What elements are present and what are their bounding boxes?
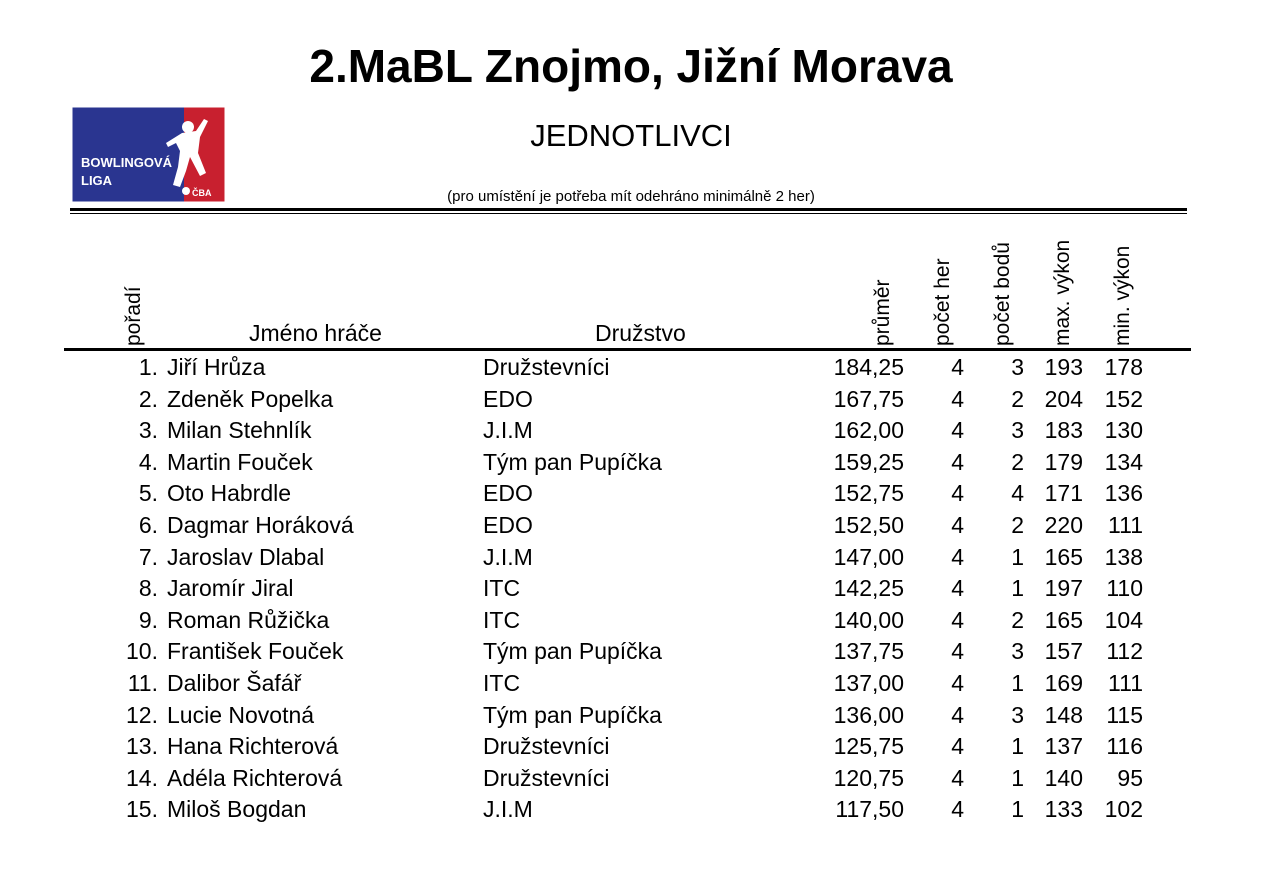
games-cell: 4 [951,669,964,696]
points-cell: 1 [1011,669,1024,696]
player-name-cell: František Fouček [167,638,344,665]
points-cell: 2 [1011,448,1024,475]
rank-cell: 5. [138,480,158,507]
team-cell: Družstevníci [483,733,610,760]
points-cell: 2 [1011,606,1024,633]
team-cell: Družstevníci [483,354,610,380]
team-cell: Tým pan Pupíčka [483,638,662,665]
games-cell: 4 [951,448,964,475]
table-row [0,763,1262,795]
table-row [0,605,1262,637]
points-cell: 1 [1011,796,1024,823]
player-name-cell: Miloš Bogdan [167,796,307,823]
player-name-cell: Jiří Hrůza [167,354,266,380]
divider-thin [70,213,1187,214]
average-cell: 137,00 [833,669,904,696]
average-cell: 136,00 [833,701,904,728]
points-cell: 2 [1011,511,1024,538]
min-cell: 111 [1108,669,1143,696]
table-row [0,478,1262,510]
page-title: 2.MaBL Znojmo, Jižní Morava [309,40,953,92]
column-header-games: počet her [931,258,954,346]
table-row [0,794,1262,826]
average-cell: 152,75 [833,480,904,507]
max-cell: 137 [1044,733,1083,760]
games-cell: 4 [951,606,964,633]
points-cell: 2 [1011,385,1024,412]
max-cell: 133 [1044,796,1083,823]
player-name-cell: Jaroslav Dlabal [167,543,325,570]
points-cell: 1 [1011,764,1024,791]
table-row [0,447,1262,479]
average-cell: 125,75 [833,733,904,760]
rank-cell: 15. [126,796,158,823]
average-cell: 140,00 [833,606,904,633]
player-name-cell: Milan Stehnlík [167,417,312,444]
column-header-max: max. výkon [1051,239,1074,346]
games-cell: 4 [951,701,964,728]
table-row [0,731,1262,763]
team-cell: Tým pan Pupíčka [483,448,662,475]
games-cell: 4 [951,543,964,570]
games-cell: 4 [951,417,964,444]
max-cell: 169 [1044,669,1083,696]
team-cell: Družstevníci [483,764,610,791]
team-cell: ITC [483,575,521,602]
points-cell: 3 [1011,638,1024,665]
min-cell: 110 [1106,575,1143,602]
table-header-rule [64,348,1191,351]
table-row [0,700,1262,732]
table-row [0,510,1262,542]
table-row [0,415,1262,447]
player-name-cell: Dalibor Šafář [167,669,302,696]
rank-cell: 11. [127,669,158,696]
player-name-cell: Roman Růžička [167,606,330,633]
average-cell: 117,50 [835,796,904,823]
rank-cell: 13. [126,733,158,760]
min-cell: 138 [1104,543,1143,570]
rank-cell: 8. [138,575,158,602]
points-cell: 1 [1011,575,1024,602]
min-cell: 136 [1104,480,1143,507]
min-cell: 102 [1104,796,1143,823]
rank-cell: 12. [126,701,158,728]
max-cell: 204 [1044,385,1083,412]
points-cell: 3 [1011,354,1024,380]
average-cell: 159,25 [833,448,904,475]
max-cell: 165 [1044,606,1083,633]
average-cell: 162,00 [833,417,904,444]
column-header-average: průměr [871,279,894,346]
max-cell: 165 [1044,543,1083,570]
rank-cell: 7. [138,543,158,570]
rank-cell: 2. [138,385,158,412]
min-cell: 104 [1104,606,1143,633]
table-row [0,668,1262,700]
logo-text-line1: BOWLINGOVÁ [81,155,172,170]
games-cell: 4 [951,733,964,760]
games-cell: 4 [951,575,964,602]
rank-cell: 1. [138,354,158,380]
points-cell: 1 [1011,733,1024,760]
min-cell: 134 [1104,448,1143,475]
team-cell: J.I.M [483,417,533,444]
table-row [0,636,1262,668]
average-cell: 152,50 [833,511,904,538]
rank-cell: 3. [138,417,158,444]
max-cell: 183 [1044,417,1083,444]
max-cell: 148 [1044,701,1083,728]
rank-cell: 10. [126,638,158,665]
column-header-name: Jméno hráče [249,320,382,346]
games-cell: 4 [951,354,964,380]
column-header-min: min. výkon [1111,245,1134,346]
team-cell: Tým pan Pupíčka [483,701,662,728]
team-cell: EDO [483,385,533,412]
games-cell: 4 [951,764,964,791]
games-cell: 4 [951,638,964,665]
max-cell: 140 [1044,764,1083,791]
average-cell: 137,75 [833,638,904,665]
divider-thick [70,208,1187,211]
min-cell: 152 [1104,385,1143,412]
qualification-note: (pro umístění je potřeba mít odehráno minimálně 2 her) [447,188,815,205]
standings-table [0,352,1262,826]
games-cell: 4 [951,480,964,507]
rank-cell: 9. [138,606,158,633]
team-cell: ITC [483,606,521,633]
player-name-cell: Jaromír Jiral [167,575,294,602]
player-name-cell: Zdeněk Popelka [167,385,334,412]
rank-cell: 14. [126,764,158,791]
column-header-rank: pořadí [122,286,145,346]
max-cell: 157 [1044,638,1083,665]
column-header-team: Družstvo [595,320,686,346]
max-cell: 197 [1044,575,1083,602]
logo-text-line2: LIGA [81,173,113,188]
team-cell: J.I.M [483,543,533,570]
average-cell: 142,25 [833,575,904,602]
max-cell: 193 [1044,354,1083,380]
min-cell: 130 [1104,417,1143,444]
table-row [0,352,1262,384]
min-cell: 112 [1106,638,1143,665]
points-cell: 4 [1011,480,1024,507]
average-cell: 147,00 [833,543,904,570]
team-cell: EDO [483,511,533,538]
table-row [0,542,1262,574]
max-cell: 220 [1044,511,1083,538]
team-cell: J.I.M [483,796,533,823]
player-name-cell: Oto Habrdle [167,480,292,507]
games-cell: 4 [951,511,964,538]
player-name-cell: Hana Richterová [167,733,339,760]
points-cell: 1 [1011,543,1024,570]
team-cell: ITC [483,669,521,696]
team-cell: EDO [483,480,533,507]
rank-cell: 6. [138,511,158,538]
column-header-points: počet bodů [991,242,1014,346]
max-cell: 179 [1044,448,1083,475]
player-name-cell: Adéla Richterová [167,764,343,791]
table-row [0,384,1262,416]
logo-badge: ČBA [192,188,212,198]
max-cell: 171 [1044,480,1083,507]
points-cell: 3 [1011,701,1024,728]
games-cell: 4 [951,385,964,412]
rank-cell: 4. [138,448,158,475]
min-cell: 111 [1108,511,1143,538]
min-cell: 116 [1106,733,1143,760]
min-cell: 115 [1106,701,1143,728]
player-name-cell: Martin Fouček [167,448,313,475]
average-cell: 167,75 [833,385,904,412]
average-cell: 120,75 [833,764,904,791]
points-cell: 3 [1011,417,1024,444]
table-row [0,573,1262,605]
min-cell: 178 [1104,354,1143,380]
min-cell: 95 [1117,764,1143,791]
games-cell: 4 [951,796,964,823]
player-name-cell: Dagmar Horáková [167,511,354,538]
page-subtitle: JEDNOTLIVCI [530,118,732,153]
player-name-cell: Lucie Novotná [167,701,315,728]
average-cell: 184,25 [833,354,904,380]
